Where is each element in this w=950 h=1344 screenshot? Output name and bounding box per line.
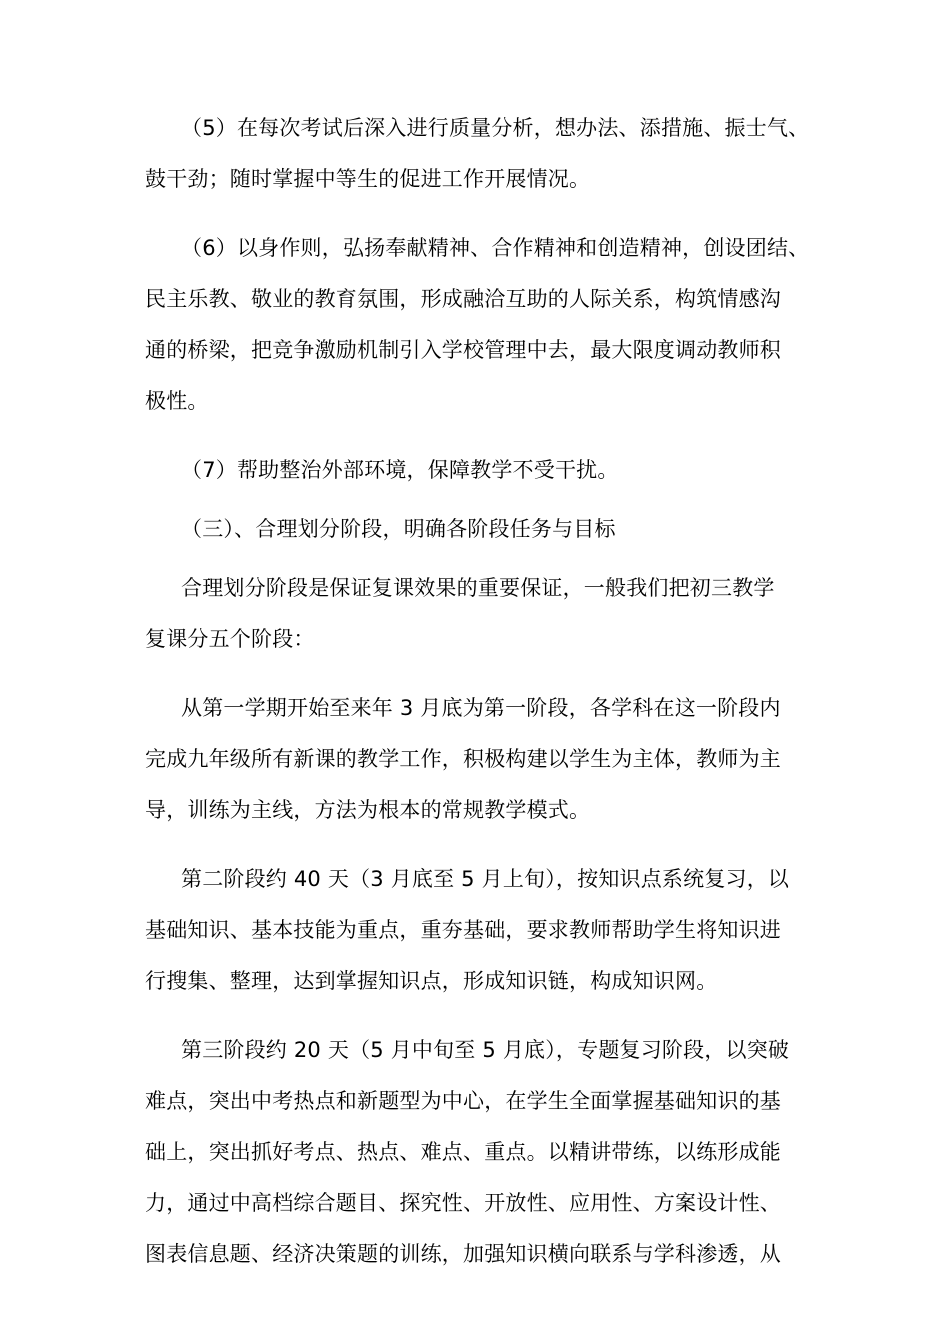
text-line: （5）在每次考试后深入进行质量分析，想办法、添措施、振士气、 <box>181 116 810 140</box>
text-line: 极性。 <box>145 389 209 413</box>
paragraph-stage-3 <box>145 1025 810 1280</box>
text-line: 难点，突出中考热点和新题型为中心，在学生全面掌握基础知识的基 <box>145 1089 781 1113</box>
text-line: 基础知识、基本技能为重点，重夯基础，要求教师帮助学生将知识进 <box>145 918 781 942</box>
text-line: 图表信息题、经济决策题的训练，加强知识横向联系与学科渗透，从 <box>145 1242 781 1266</box>
paragraph-5 <box>145 103 810 205</box>
text-line: 第三阶段约 20 天（5 月中旬至 5 月底），专题复习阶段，以突破 <box>181 1038 790 1062</box>
heading-line: （三）、合理划分阶段，明确各阶段任务与目标 <box>181 517 616 541</box>
text-line: 导，训练为主线，方法为根本的常规教学模式。 <box>145 798 591 822</box>
paragraph-stage-1 <box>145 683 810 836</box>
section-heading <box>145 504 810 555</box>
text-line: （7）帮助整治外部环境，保障教学不受干扰。 <box>181 458 619 482</box>
text-line: 合理划分阶段是保证复课效果的重要保证，一般我们把初三教学 <box>181 576 775 600</box>
text-line: （6）以身作则，弘扬奉献精神、合作精神和创造精神，创设团结、 <box>181 236 810 260</box>
text-line: 通的桥梁，把竞争激励机制引入学校管理中去，最大限度调动教师积 <box>145 338 781 362</box>
text-line: 从第一学期开始至来年 3 月底为第一阶段，各学科在这一阶段内 <box>181 696 781 720</box>
text-line: 民主乐教、敬业的教育氛围，形成融洽互助的人际关系，构筑情感沟 <box>145 287 781 311</box>
text-line: 第二阶段约 40 天（3 月底至 5 月上旬），按知识点系统复习，以 <box>181 867 790 891</box>
paragraph-6 <box>145 223 810 427</box>
text-line: 础上，突出抓好考点、热点、难点、重点。以精讲带练，以练形成能 <box>145 1140 781 1164</box>
text-line: 力，通过中高档综合题目、探究性、开放性、应用性、方案设计性、 <box>145 1191 781 1215</box>
text-line: 完成九年级所有新课的教学工作，积极构建以学生为主体，教师为主 <box>145 747 781 771</box>
text-line: 行搜集、整理，达到掌握知识点，形成知识链，构成知识网。 <box>145 969 718 993</box>
paragraph-stage-2 <box>145 854 810 1007</box>
text-line: 鼓干劲；随时掌握中等生的促进工作开展情况。 <box>145 167 591 191</box>
paragraph-stages-intro <box>145 563 810 665</box>
text-line: 复课分五个阶段： <box>145 627 315 651</box>
paragraph-7 <box>145 445 810 496</box>
document-body <box>145 103 810 1298</box>
